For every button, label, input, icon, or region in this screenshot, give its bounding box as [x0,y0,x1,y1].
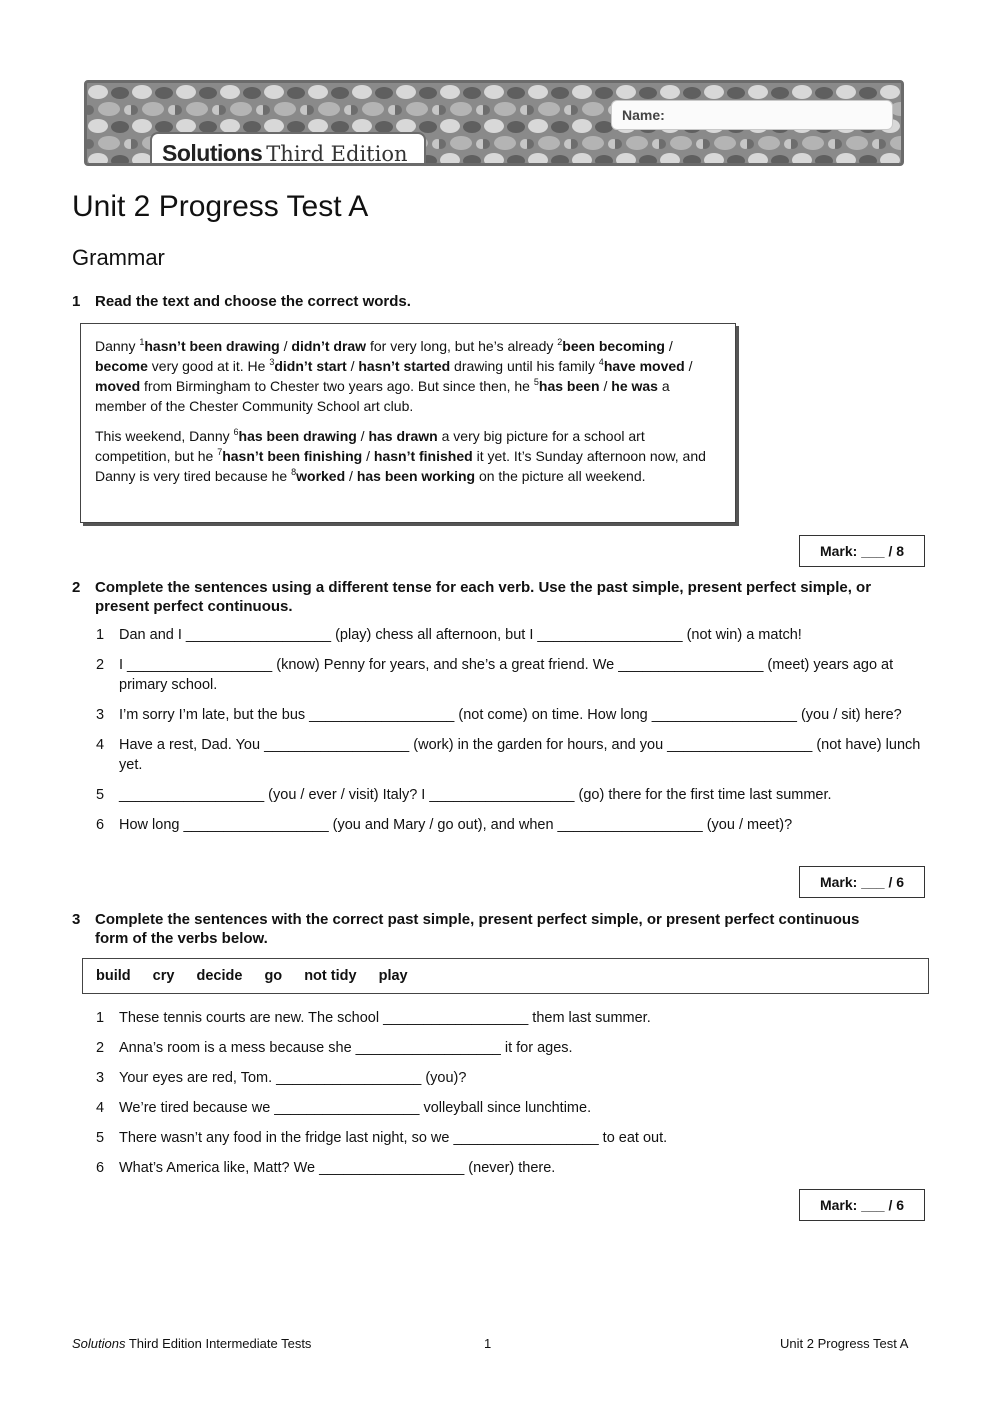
footer-left [72,1336,311,1351]
list-item[interactable] [96,1158,926,1178]
q1-number: 1 [72,293,81,310]
list-item[interactable] [96,705,926,725]
logo [150,132,426,166]
item-number: 6 [96,1160,105,1176]
item-text: __________________ (you / ever / visit) Italy? I __________________ (go) there for the first time last summer. [119,787,832,803]
q3-list [96,1008,926,1188]
list-item[interactable] [96,1068,926,1088]
item-text: Anna’s room is a mess because she __________________ it for ages. [119,1040,573,1056]
item-number: 1 [96,1010,105,1026]
item-number: 5 [96,787,105,803]
word-item: not tidy [304,968,357,984]
item-number: 5 [96,1130,105,1146]
footer-right: Unit 2 Progress Test A [780,1336,909,1351]
q1-mark-box[interactable]: Mark: ___ / 8 [799,535,925,567]
q1-instruction: Read the text and choose the correct words. [95,293,411,310]
item-text: There wasn’t any food in the fridge last night, so we __________________ to eat out. [119,1130,668,1146]
header-banner [84,80,904,166]
word-item: decide [196,968,243,984]
logo-brand: Solutions [162,140,263,166]
list-item[interactable] [96,1128,926,1148]
q2-number: 2 [72,579,81,596]
name-field[interactable] [611,100,893,130]
item-number: 1 [96,627,105,643]
list-item[interactable] [96,1098,926,1118]
q3-mark-box[interactable]: Mark: ___ / 6 [799,1189,925,1221]
q2-mark-box[interactable]: Mark: ___ / 6 [799,866,925,898]
item-text: These tennis courts are new. The school __________________ them last summer. [119,1010,651,1026]
q3-instruction: Complete the sentences with the correct past simple, present perfect simple, or present perfect continuous form of the verbs below. [95,911,860,947]
word-item: cry [152,968,175,984]
item-text: Your eyes are red, Tom. __________________ (you)? [119,1070,467,1086]
q2-instruction: Complete the sentences using a different tense for each verb. Use the past simple, present perfect simple, or present perfect continuous. [95,579,872,615]
item-text: We’re tired because we __________________ volleyball since lunchtime. [119,1100,592,1116]
q1-text-box [80,323,736,523]
logo-edition: Third Edition [266,142,408,166]
page-number: 1 [484,1336,492,1351]
list-item[interactable] [96,1038,926,1058]
item-text: What’s America like, Matt? We __________________ (never) there. [119,1160,556,1176]
item-text: I’m sorry I’m late, but the bus __________________ (not come) on time. How long __________________ (you / sit) here? [119,707,902,723]
item-number: 2 [96,657,105,673]
page-title: Unit 2 Progress Test A [72,190,369,223]
list-item[interactable] [96,785,926,805]
list-item[interactable] [96,655,926,695]
list-item[interactable] [96,625,926,645]
q3-word-box [82,958,929,994]
section-title: Grammar [72,245,165,270]
item-text: I __________________ (know) Penny for years, and she’s a great friend. We __________________ (meet) years ago at primary school. [119,657,894,693]
item-number: 2 [96,1040,105,1056]
word-item: build [96,968,131,984]
item-number: 3 [96,707,105,723]
footer-title: Third Edition Intermediate Tests [125,1336,312,1351]
word-item: go [264,968,283,984]
footer-brand: Solutions [72,1336,126,1351]
item-text: How long __________________ (you and Mary / go out), and when __________________ (you / meet)? [119,817,793,833]
item-text: Dan and I __________________ (play) chess all afternoon, but I __________________ (not win) a match! [119,627,802,643]
item-number: 3 [96,1070,105,1086]
list-item[interactable] [96,815,926,835]
q1-paragraph-1: Danny $^1$hasn’t been drawing / didn’t draw for very long, but he’s already $^2$been becoming / become very good at it. He $^3$didn’t start / hasn’t started drawing until his family $^4$have moved / moved from Birmingham to Chester two years ago. But since then, he $^5$has been / he was a member of the Chester Community School art club. [95,337,693,414]
name-label: Name: [622,107,665,123]
item-number: 4 [96,1100,105,1116]
item-text: Have a rest, Dad. You __________________ (work) in the garden for hours, and you __________________ (not have) lunch yet. [119,737,921,773]
list-item[interactable] [96,735,926,775]
q3-number: 3 [72,911,81,928]
q2-list [96,625,926,845]
item-number: 4 [96,737,105,753]
list-item[interactable] [96,1008,926,1028]
item-number: 6 [96,817,105,833]
word-item: play [378,968,408,984]
q1-paragraph-2: This weekend, Danny $^6$has been drawing / has drawn a very big picture for a school art competition, but he $^7$hasn’t been finishing / hasn’t finished it yet. It’s Sunday afternoon now, and Danny is very tired because he $^8$worked / has been working on the picture all weekend. [95,427,706,484]
